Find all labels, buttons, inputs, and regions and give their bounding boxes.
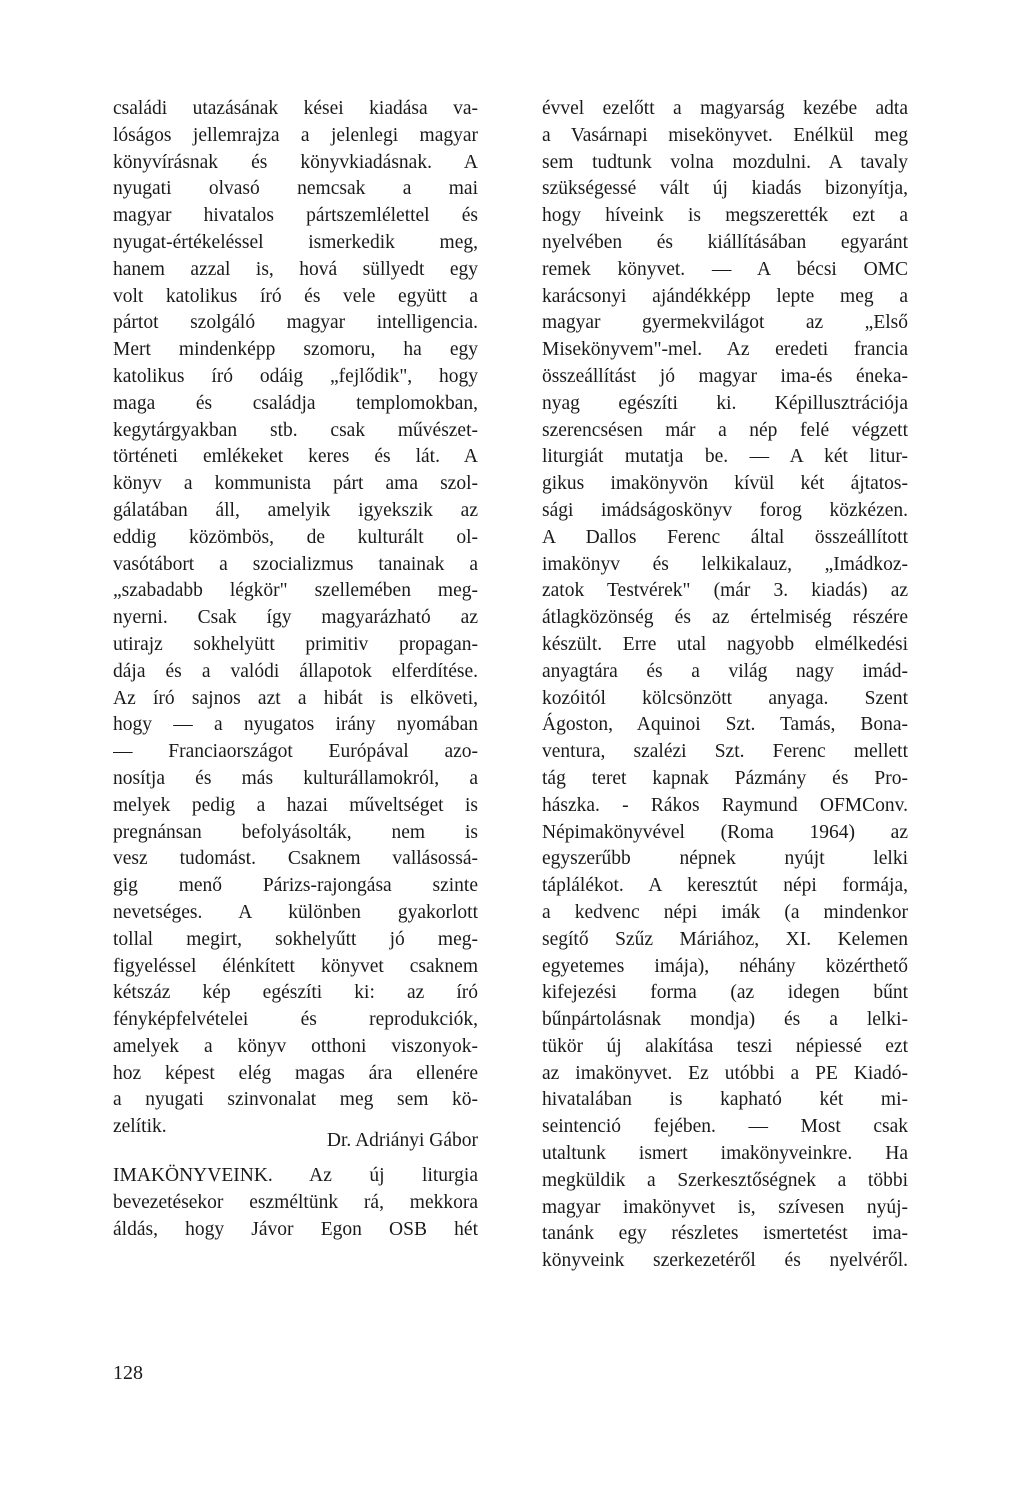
- text-line: szerencsésen már a nép felé végzett: [542, 419, 908, 441]
- text-line: sági imádságoskönyv forog közkézen.: [542, 499, 908, 521]
- text-line: évvel ezelőtt a magyarság kezébe adta: [542, 98, 908, 119]
- text-line: maga és családja templomokban,: [113, 392, 478, 414]
- text-line: magyar gyermekvilágot az „Első: [542, 312, 908, 334]
- text-line: bevezetésekor eszméltünk rá, mekkora: [113, 1191, 478, 1213]
- text-line: pregnánsan befolyásolták, nem is: [113, 821, 478, 843]
- text-line: utaltunk ismert imakönyveinkre. Ha: [542, 1143, 908, 1165]
- text-line: Misekönyvem"-mel. Az eredeti francia: [542, 339, 908, 361]
- text-line: szükségessé vált új kiadás bizonyítja,: [542, 178, 908, 200]
- text-line: magyar hivatalos pártszemlélettel és: [113, 205, 478, 227]
- text-line: — Franciaországot Európával azo-: [113, 741, 478, 763]
- text-line: hivatalában is kapható két mi-: [542, 1089, 908, 1111]
- signature-row: [113, 1114, 478, 1152]
- text-line: amelyek a könyv otthoni viszonyok-: [113, 1035, 478, 1057]
- review-paragraph: [113, 96, 478, 1114]
- text-line: kozóitól kölcsönzött anyaga. Szent: [542, 687, 908, 709]
- text-line: az imakönyvet. Ez utóbbi a PE Kiadó-: [542, 1062, 908, 1084]
- review-last-line: zelítik.: [113, 1116, 167, 1138]
- text-line: katolikus író odáig „fejlődik", hogy: [113, 365, 478, 387]
- text-line: kifejezési forma (az idegen bűnt: [542, 982, 908, 1004]
- text-line: gikus imakönyvön kívül két ájtatos-: [542, 473, 908, 495]
- text-line: tollal megirt, sokhelyűtt jó meg-: [113, 928, 478, 950]
- text-line: imakönyv és lelkikalauz, „Imádkoz-: [542, 553, 908, 575]
- text-line: „szabadabb légkör" szellemében meg-: [113, 580, 478, 602]
- text-line: nyugat-értékeléssel ismerkedik meg,: [113, 231, 478, 253]
- left-column: [113, 96, 478, 1243]
- text-line: nyag egészíti ki. Képillusztrációja: [542, 392, 908, 414]
- text-line: hoz képest elég magas ára ellenére: [113, 1062, 478, 1084]
- text-line: táplálékot. A keresztút népi formája,: [542, 875, 908, 897]
- review-signature: Dr. Adriányi Gábor: [326, 1130, 478, 1152]
- text-line: utirajz sokhelyütt primitiv propagan-: [113, 633, 478, 655]
- text-line: seintenció fejében. — Most csak: [542, 1116, 908, 1138]
- text-line: fényképfelvételei és reprodukciók,: [113, 1009, 478, 1031]
- text-line: sem tudtunk volna mozdulni. A tavaly: [542, 151, 908, 173]
- text-line: családi utazásának kései kiadása va-: [113, 98, 478, 119]
- text-line: hanem azzal is, hová süllyedt egy: [113, 258, 478, 280]
- imakonyveink-paragraph: [113, 1163, 478, 1243]
- text-line: átlagközönség és az értelmiség részére: [542, 607, 908, 629]
- text-line: könyveink szerkezetéről és nyelvéről.: [542, 1250, 908, 1272]
- text-line: ventura, szalézi Szt. Ferenc mellett: [542, 741, 908, 763]
- text-line: segítő Szűz Máriához, XI. Kelemen: [542, 928, 908, 950]
- text-line: Ágoston, Aquinoi Szt. Tamás, Bona-: [542, 714, 908, 736]
- text-line: lóságos jellemrajza a jelenlegi magyar: [113, 124, 478, 146]
- page-number: 128: [113, 1362, 143, 1384]
- text-line: melyek pedig a hazai műveltséget is: [113, 794, 478, 816]
- text-line: a Vasárnapi misekönyvet. Enélkül meg: [542, 124, 908, 146]
- text-line: pártot szolgáló magyar intelligencia.: [113, 312, 478, 334]
- text-line: egyszerűbb népnek nyújt lelki: [542, 848, 908, 870]
- text-line: megküldik a Szerkesztőségnek a többi: [542, 1169, 908, 1191]
- text-line: tükör új alakítása teszi népiessé ezt: [542, 1035, 908, 1057]
- text-line: nosítja és más kulturállamokról, a: [113, 767, 478, 789]
- text-line: magyar imakönyvet is, szívesen nyúj-: [542, 1196, 908, 1218]
- text-line: készült. Erre utal nagyobb elmélkedési: [542, 633, 908, 655]
- text-line: remek könyvet. — A bécsi OMC: [542, 258, 908, 280]
- text-line: nyugati olvasó nemcsak a mai: [113, 178, 478, 200]
- text-line: nevetséges. A különben gyakorlott: [113, 901, 478, 923]
- text-line: nyerni. Csak így magyarázható az: [113, 607, 478, 629]
- text-line: hogy — a nyugatos irány nyomában: [113, 714, 478, 736]
- text-line: volt katolikus író és vele együtt a: [113, 285, 478, 307]
- text-line: gig menő Párizs-rajongása szinte: [113, 875, 478, 897]
- text-line: tág teret kapnak Pázmány és Pro-: [542, 767, 908, 789]
- text-line: kétszáz kép egészíti ki: az író: [113, 982, 478, 1004]
- text-line: gálatában áll, amelyik igyekszik az: [113, 499, 478, 521]
- text-line: zatok Testvérek" (már 3. kiadás) az: [542, 580, 908, 602]
- text-line: a kedvenc népi imák (a mindenkor: [542, 901, 908, 923]
- text-line: hászka. - Rákos Raymund OFMConv.: [542, 794, 908, 816]
- text-line: tanánk egy részletes ismertetést ima-: [542, 1223, 908, 1245]
- text-line: történeti emlékeket keres és lát. A: [113, 446, 478, 468]
- text-line: eddig közömbös, de kulturált ol-: [113, 526, 478, 548]
- text-line: összeállítást jó magyar ima-és éneka-: [542, 365, 908, 387]
- text-line: kegytárgyakban stb. csak művészet-: [113, 419, 478, 441]
- right-column: [542, 96, 908, 1275]
- text-line: könyv a kommunista párt ama szol-: [113, 473, 478, 495]
- text-line: Mert mindenképp szomoru, ha egy: [113, 339, 478, 361]
- text-line: vesz tudomást. Csaknem vallásossá-: [113, 848, 478, 870]
- text-line: karácsonyi ajándékképp lepte meg a: [542, 285, 908, 307]
- text-line: IMAKÖNYVEINK. Az új liturgia: [113, 1165, 478, 1187]
- text-line: figyeléssel élénkített könyvet csaknem: [113, 955, 478, 977]
- text-line: hogy híveink is megszerették ezt a: [542, 205, 908, 227]
- text-line: liturgiát mutatja be. — A két litur-: [542, 446, 908, 468]
- text-line: egyetemes imája), néhány közérthető: [542, 955, 908, 977]
- text-line: nyelvében és kiállításában egyaránt: [542, 231, 908, 253]
- text-line: bűnpártolásnak mondja) és a lelki-: [542, 1009, 908, 1031]
- imakonyveink-continuation: [542, 96, 908, 1275]
- text-line: áldás, hogy Jávor Egon OSB hét: [113, 1218, 478, 1240]
- text-line: Népimakönyvével (Roma 1964) az: [542, 821, 908, 843]
- text-line: vasótábort a szocializmus tanainak a: [113, 553, 478, 575]
- text-line: A Dallos Ferenc által összeállított: [542, 526, 908, 548]
- text-line: könyvírásnak és könyvkiadásnak. A: [113, 151, 478, 173]
- text-line: dája és a valódi állapotok elferdítése.: [113, 660, 478, 682]
- text-line: a nyugati szinvonalat meg sem kö-: [113, 1089, 478, 1111]
- text-line: anyagtára és a világ nagy imád-: [542, 660, 908, 682]
- text-line: Az író sajnos azt a hibát is elköveti,: [113, 687, 478, 709]
